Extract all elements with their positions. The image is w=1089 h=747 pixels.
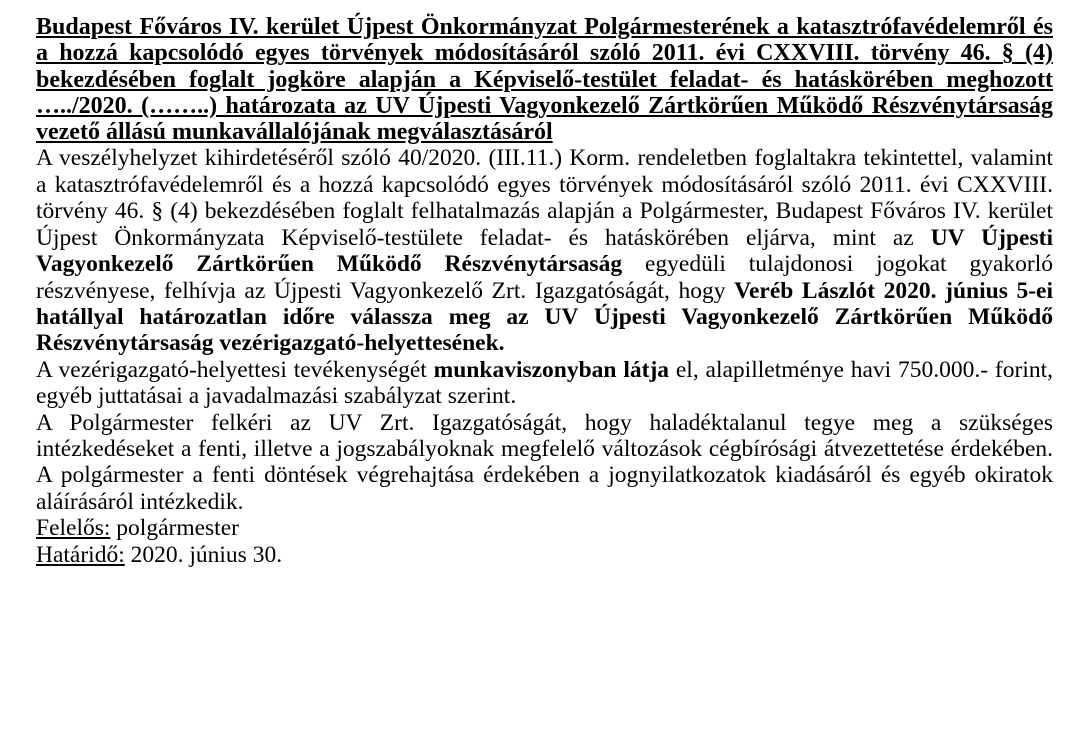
employment-type-bold: munkaviszonyban látja [433,356,670,383]
main-paragraph [36,145,1053,356]
request-paragraph: A Polgármester felkéri az UV Zrt. Igazgatóságát, hogy haladéktalanul tegye meg a szükséges intézkedéseket a fenti, illetve a jogszabályoknak megfelelő változások cégbírósági átvezettetése érdekében. A polgármester a fenti döntések végrehajtása érdekében a jognyilatkozatok kiadásáról és egyéb okiratok aláírásáról intézkedik. [36,409,1053,515]
main-paragraph-text-2: egyedüli tulajdonosi jogokat gyakorló részvényese, felhívja az Újpesti Vagyonkezelő Zrt. Igazgatóságát, hogy [36,251,1054,304]
deadline-value: 2020. június 30. [124,541,283,568]
company-name-bold: UV Újpesti Vagyonkezelő Zártkörűen Működő Részvénytársaság [36,224,1053,278]
employment-paragraph [36,357,1053,410]
main-paragraph-text-1: A veszélyhelyzet kihirdetéséről szóló 40/2020. (III.11.) Korm. rendeletben foglaltakra tekintettel, valamint a katasztrófavédelemről és a hozzá kapcsolódó egyes törvények módosításáról szóló 2011. évi CXXVIII. törvény 46. § (4) bekezdésében foglalt felhatalmazás alapján a Polgármester, Budapest Főváros IV. kerület Újpest Önkormányzata Képviselő-testülete feladat- és hatáskörében eljárva, mint az [36,145,1053,251]
responsible-line [36,515,1053,541]
responsible-value: polgármester [110,515,239,542]
appointment-decision-bold: Veréb Lászlót 2020. június 5-ei hatállyal határozatlan időre válassza meg az UV Újpesti Vagyonkezelő Zártkörűen Működő Részvénytársaság vezérigazgató-helyettesének. [36,277,1053,357]
responsible-label: Felelős: [36,515,111,542]
employment-text-1: A vezérigazgató-helyettesi tevékenységét [36,356,434,383]
document-title: Budapest Főváros IV. kerület Újpest Önkormányzat Polgármesterének a katasztrófavédelemről és a hozzá kapcsolódó egyes törvények módosításáról szóló 2011. évi CXXVIII. törvény 46. § (4) bekezdésében foglalt jogköre alapján a Képviselő-testület feladat- és hatáskörében meghozott …../2020. (……..) határozata az UV Újpesti Vagyonkezelő Zártkörűen Működő Részvénytársaság vezető állású munkavállalójának megválasztásáról [36,14,1053,146]
deadline-line [36,542,1053,568]
deadline-label: Határidő: [36,541,125,568]
employment-text-2: el, alapilletménye havi 750.000.- forint, egyéb juttatásai a javadalmazási szabályzat szerint. [36,356,1054,410]
